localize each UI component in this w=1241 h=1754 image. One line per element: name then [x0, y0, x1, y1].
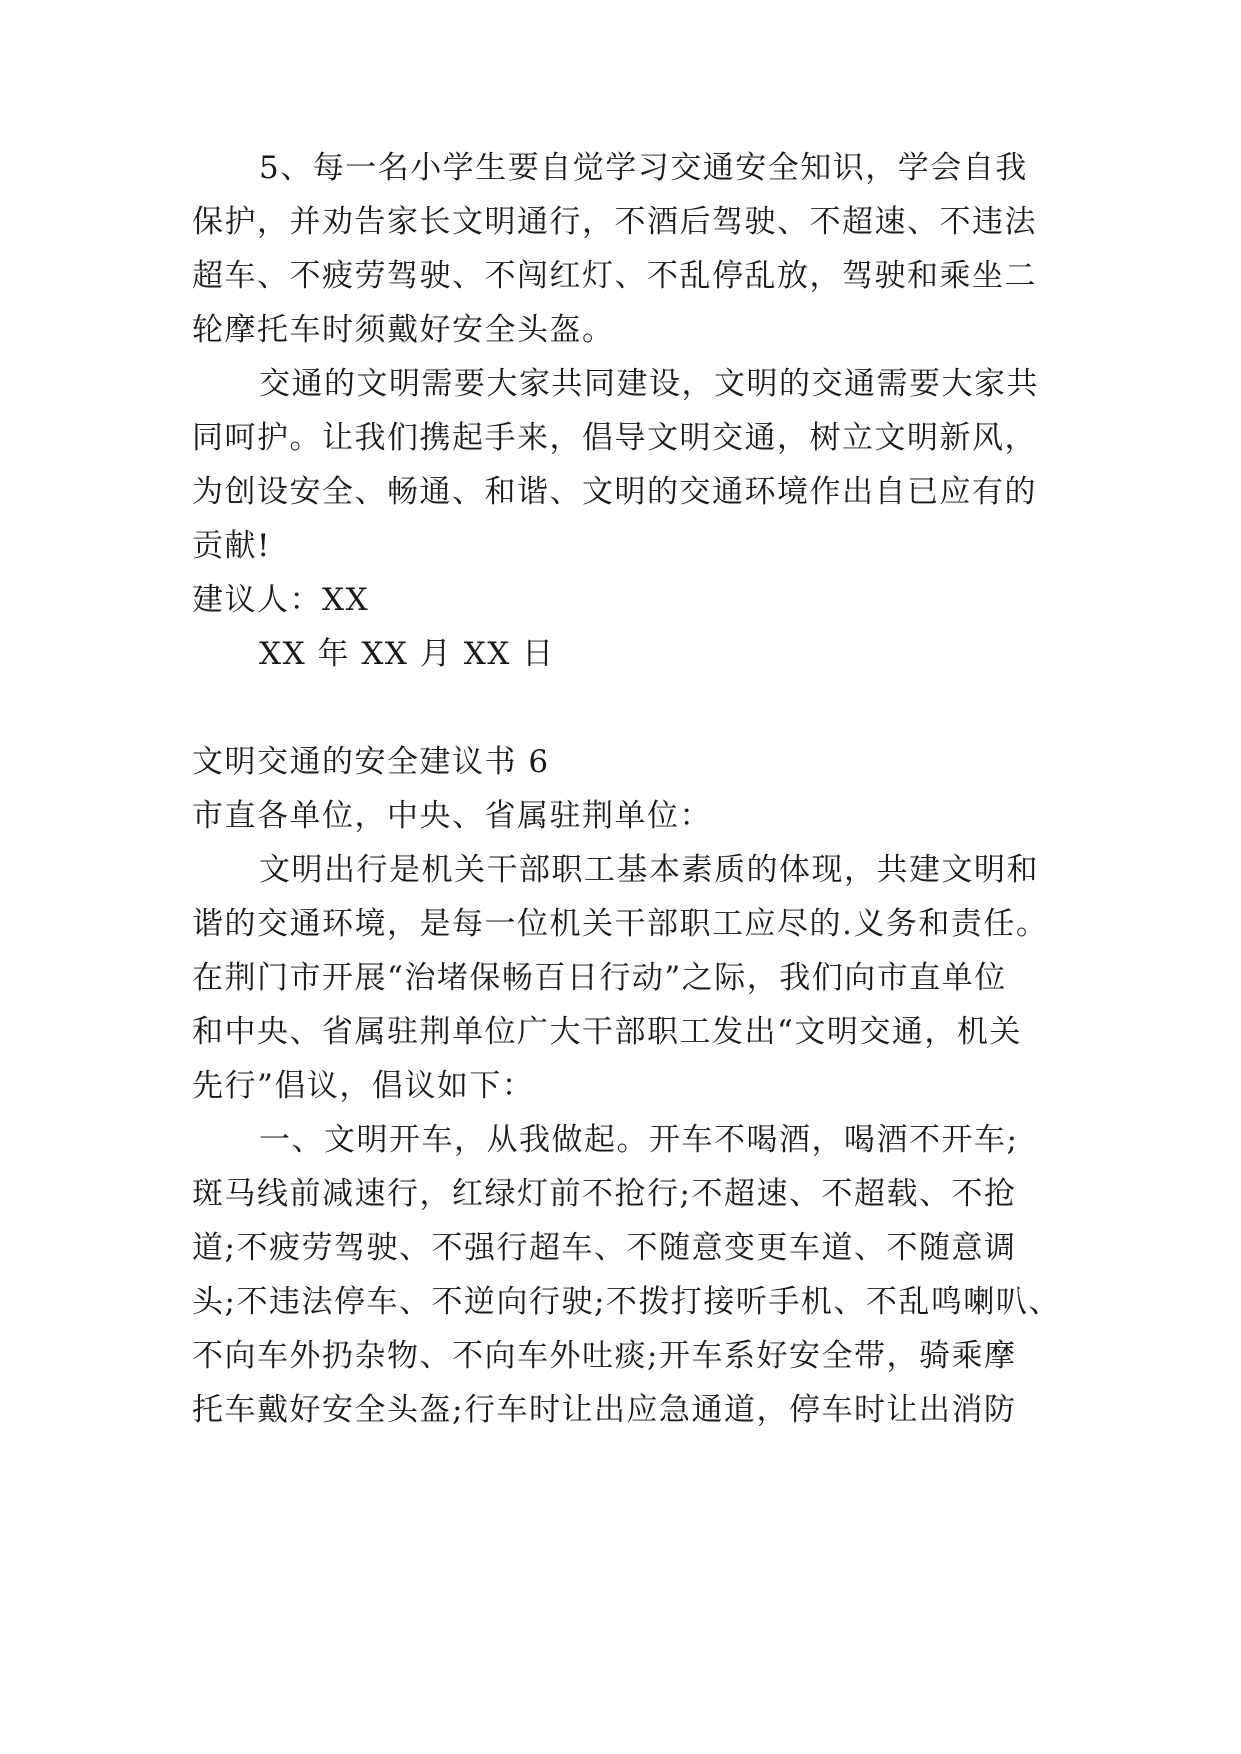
- paragraph-line: 超车、不疲劳驾驶、不闯红灯、不乱停乱放，驾驶和乘坐二: [192, 258, 1037, 294]
- paragraph-line: 头;不违法停车、不逆向行驶;不拨打接听手机、不乱鸣喇叭、: [192, 1284, 1061, 1320]
- paragraph-line: 在荆门市开展“治堵保畅百日行动”之际，我们向市直单位: [192, 960, 1007, 996]
- paragraph-line: 交通的文明需要大家共同建设，文明的交通需要大家共: [259, 366, 1039, 402]
- paragraph-line: 保护，并劝告家长文明通行，不酒后驾驶、不超速、不违法: [192, 204, 1037, 240]
- date-line: XX 年 XX 月 XX 日: [259, 636, 555, 672]
- salutation-line: 市直各单位，中央、省属驻荆单位：: [192, 798, 712, 834]
- paragraph-line: 斑马线前减速行，红绿灯前不抢行;不超速、不超载、不抢: [192, 1176, 1017, 1212]
- paragraph-line: 托车戴好安全头盔;行车时让出应急通道，停车时让出消防: [192, 1392, 1017, 1428]
- paragraph-line: 同呵护。让我们携起手来，倡导文明交通，树立文明新风，: [192, 420, 1037, 456]
- paragraph-line: 轮摩托车时须戴好安全头盔。: [192, 312, 615, 348]
- paragraph-line: 谐的交通环境，是每一位机关干部职工应尽的.义务和责任。: [192, 906, 1049, 942]
- paragraph-line: 和中央、省属驻荆单位广大干部职工发出“文明交通，机关: [192, 1014, 1022, 1050]
- signatory-line: 建议人：XX: [192, 582, 370, 618]
- paragraph-line: 文明出行是机关干部职工基本素质的体现，共建文明和: [259, 852, 1039, 888]
- paragraph-line: 一、文明开车，从我做起。开车不喝酒，喝酒不开车;: [259, 1122, 1019, 1158]
- paragraph-line: 5、每一名小学生要自觉学习交通安全知识，学会自我: [259, 150, 1028, 186]
- paragraph-line: 不向车外扔杂物、不向车外吐痰;开车系好安全带，骑乘摩: [192, 1338, 1017, 1374]
- paragraph-line: 道;不疲劳驾驶、不强行超车、不随意变更车道、不随意调: [192, 1230, 1017, 1266]
- paragraph-line: 为创设安全、畅通、和谐、文明的交通环境作出自已应有的: [192, 474, 1037, 510]
- paragraph-line: 贡献!: [192, 528, 271, 564]
- section-title: 文明交通的安全建议书 6: [192, 744, 550, 780]
- paragraph-line: 先行”倡议，倡议如下：: [192, 1068, 535, 1104]
